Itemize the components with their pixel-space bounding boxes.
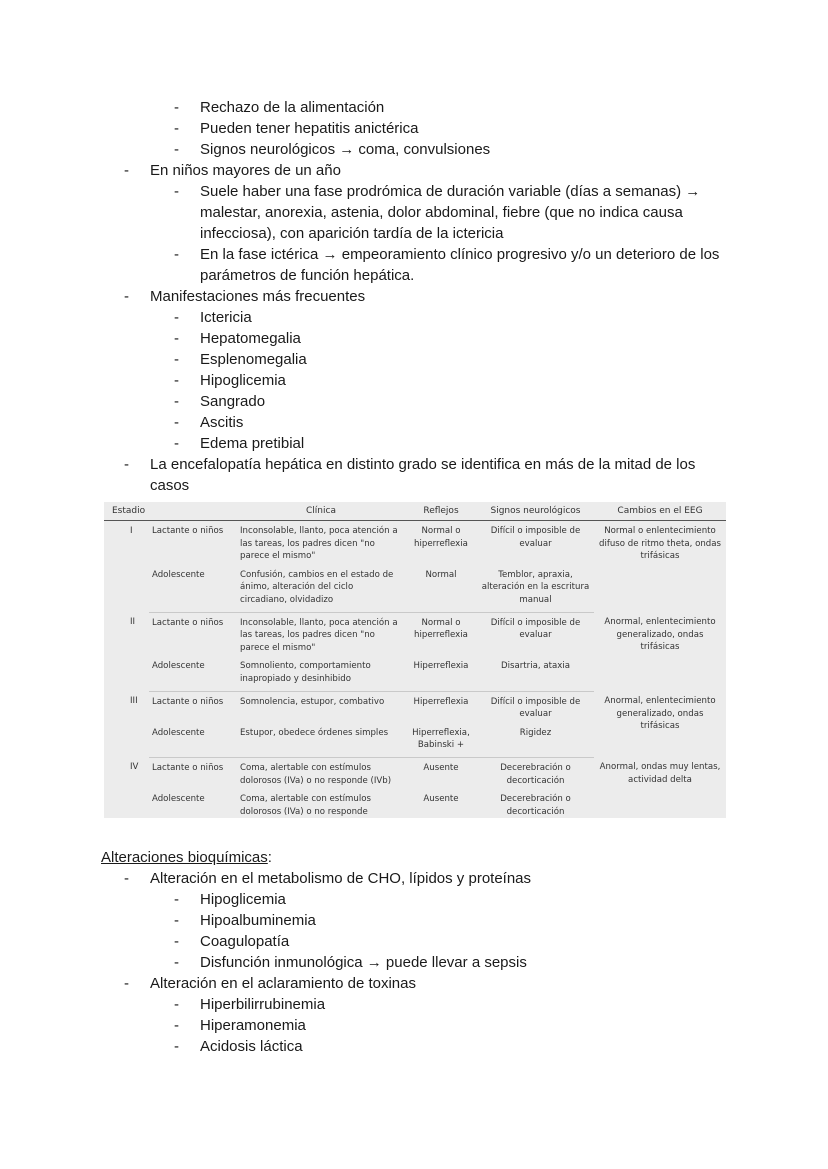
list-item-text: Signos neurológicos → coma, convulsiones	[200, 141, 491, 158]
cell-patient-group: Adolescente	[149, 724, 237, 758]
list-item-text: Alteración en el aclaramiento de toxinas	[150, 975, 416, 992]
list-item	[0, 433, 730, 454]
list-item-text: Hipoglicemia	[200, 891, 286, 908]
list-item	[0, 952, 730, 973]
list-item-text: Hiperbilirrubinemia	[200, 996, 326, 1013]
cell-reflejos: Ausente	[405, 790, 477, 818]
list-item	[0, 412, 730, 433]
list-item	[0, 139, 730, 160]
list-item	[0, 118, 730, 139]
cell-clinica: Confusión, cambios en el estado de ánimo, alteración del ciclo circadiano, olvidadizo	[237, 566, 405, 612]
bullet-dash: -	[174, 246, 179, 263]
list-item	[0, 910, 730, 931]
bullet-dash: -	[124, 975, 129, 992]
list-item	[0, 160, 730, 181]
list-item	[0, 889, 730, 910]
bullet-dash: -	[174, 1038, 179, 1055]
bullet-dash: -	[174, 996, 179, 1013]
section-heading-text: Alteraciones bioquímicas	[101, 849, 268, 866]
bullet-dash: -	[174, 372, 179, 389]
cell-signos: Difícil o imposible de evaluar	[490, 617, 581, 641]
bullet-dash: -	[174, 933, 179, 950]
list-item	[0, 370, 730, 391]
list-item-text: Disfunción inmunológica → puede llevar a sepsis	[200, 954, 527, 971]
list-item-text: Esplenomegalia	[200, 351, 307, 368]
cell-patient-group: Adolescente	[149, 657, 237, 691]
cell-reflejos: Hiperreflexia	[405, 657, 477, 691]
top-bullet-list	[0, 97, 730, 496]
list-item	[0, 1015, 730, 1036]
list-item	[0, 931, 730, 952]
header-estadio: Estadio	[104, 502, 149, 521]
list-item-text: Hipoglicemia	[200, 372, 286, 389]
cell-stage: II	[130, 617, 136, 628]
bullet-dash: -	[174, 120, 179, 137]
table-header-row	[104, 502, 726, 521]
cell-signos: Difícil o imposible de evaluar	[490, 696, 581, 720]
header-signos: Signos neurológicos	[477, 502, 594, 521]
list-item	[0, 391, 730, 412]
cell-patient-group: Lactante o niños	[152, 617, 224, 628]
cell-signos: Decerebración o decorticación	[477, 790, 594, 818]
cell-patient-group: Lactante o niños	[152, 762, 224, 773]
cell-stage: III	[130, 696, 138, 707]
bullet-dash: -	[174, 1017, 179, 1034]
list-item-text: Edema pretibial	[200, 435, 305, 452]
cell-reflejos: Normal	[405, 566, 477, 612]
cell-stage: IV	[130, 762, 139, 773]
section-heading-bioquimicas	[101, 847, 272, 868]
table-row	[104, 521, 726, 566]
bullet-dash: -	[174, 393, 179, 410]
bullet-dash: -	[174, 330, 179, 347]
hepatic-encephalopathy-table	[104, 502, 726, 818]
cell-patient-group: Adolescente	[149, 790, 237, 818]
cell-signos: Difícil o imposible de evaluar	[490, 526, 581, 549]
list-item-text: Sangrado	[200, 393, 266, 410]
cell-signos: Temblor, apraxia, alteración en la escritura manual	[477, 566, 594, 612]
table-body	[104, 521, 726, 819]
list-item-text: Ictericia	[200, 309, 252, 326]
cell-signos: Disartria, ataxia	[477, 657, 594, 691]
bullet-dash: -	[124, 870, 129, 887]
bullet-dash: -	[174, 435, 179, 452]
bullet-dash: -	[174, 183, 179, 200]
list-item	[0, 181, 730, 244]
list-item-text: Ascitis	[200, 414, 244, 431]
cell-clinica: Somnoliento, comportamiento inapropiado y desinhibido	[237, 657, 405, 691]
cell-reflejos: Hiperreflexia	[413, 696, 469, 707]
list-item-text: Hepatomegalia	[200, 330, 301, 347]
header-reflejos: Reflejos	[405, 502, 477, 521]
list-item-text: En la fase ictérica → empeoramiento clínico progresivo y/o un deterioro de los parámetros de función hepática.	[200, 246, 720, 284]
cell-signos: Rigidez	[477, 724, 594, 758]
list-item	[0, 868, 730, 889]
header-clinica: Clínica	[237, 502, 405, 521]
cell-clinica: Somnolencia, estupor, combativo	[240, 696, 385, 707]
bullet-dash: -	[124, 288, 129, 305]
bullet-dash: -	[174, 912, 179, 929]
list-item	[0, 307, 730, 328]
cell-eeg: Anormal, enlentecimiento generalizado, ondas trifásicas	[604, 696, 716, 732]
list-item	[0, 286, 730, 307]
list-item	[0, 454, 730, 496]
list-item-text: Coagulopatía	[200, 933, 290, 950]
list-item	[0, 328, 730, 349]
list-item	[0, 97, 730, 118]
list-item-text: Pueden tener hepatitis anictérica	[200, 120, 419, 137]
list-item	[0, 1036, 730, 1057]
cell-stage: I	[130, 526, 133, 536]
list-item-text: La encefalopatía hepática en distinto grado se identifica en más de la mitad de los casos	[150, 456, 696, 494]
cell-clinica: Estupor, obedece órdenes simples	[237, 724, 405, 758]
section-heading-colon: :	[267, 849, 272, 866]
bullet-dash: -	[124, 456, 129, 473]
list-item-text: Manifestaciones más frecuentes	[150, 288, 366, 305]
cell-patient-group: Adolescente	[149, 566, 237, 612]
cell-clinica: Coma, alertable con estímulos dolorosos (IVa) o no responde (IVb)	[240, 762, 392, 786]
cell-signos: Decerebración o decorticación	[500, 762, 571, 786]
table-row	[104, 757, 726, 790]
cell-clinica: Inconsolable, llanto, poca atención a las tareas, los padres dicen "no parece el mismo"	[240, 526, 398, 562]
list-item	[0, 973, 730, 994]
table-row	[104, 612, 726, 657]
bullet-dash: -	[174, 414, 179, 431]
cell-reflejos: Normal o hiperreflexia	[414, 617, 468, 641]
cell-patient-group: Lactante o niños	[152, 526, 224, 536]
cell-reflejos: Normal o hiperreflexia	[414, 526, 468, 549]
stage-table	[104, 502, 726, 818]
bullet-dash: -	[174, 954, 179, 971]
bullet-dash: -	[124, 162, 129, 179]
cell-clinica: Inconsolable, llanto, poca atención a las tareas, los padres dicen "no parece el mismo"	[240, 617, 398, 653]
header-eeg: Cambios en el EEG	[594, 502, 726, 521]
bullet-dash: -	[174, 891, 179, 908]
list-item-text: Acidosis láctica	[200, 1038, 303, 1055]
cell-clinica: Coma, alertable con estímulos dolorosos (IVa) o no responde	[237, 790, 405, 818]
list-item-text: Hiperamonemia	[200, 1017, 306, 1034]
cell-reflejos: Hiperreflexia, Babinski +	[405, 724, 477, 758]
table-row	[104, 691, 726, 724]
list-item-text: En niños mayores de un año	[150, 162, 341, 179]
list-item-text: Suele haber una fase prodrómica de duración variable (días a semanas) → malestar, anorexia, astenia, dolor abdominal, fiebre (que no indica causa infecciosa), con aparición tardía de la ictericia	[200, 183, 701, 242]
bullet-dash: -	[174, 141, 179, 158]
list-item	[0, 349, 730, 370]
header-blank	[149, 502, 237, 521]
bottom-bullet-list	[0, 868, 730, 1057]
bullet-dash: -	[174, 309, 179, 326]
list-item	[0, 244, 730, 286]
list-item-text: Hipoalbuminemia	[200, 912, 316, 929]
cell-eeg: Anormal, ondas muy lentas, actividad delta	[599, 762, 721, 785]
bullet-dash: -	[174, 351, 179, 368]
bullet-dash: -	[174, 99, 179, 116]
list-item-text: Alteración en el metabolismo de CHO, lípidos y proteínas	[150, 870, 532, 887]
cell-reflejos: Ausente	[423, 762, 459, 773]
cell-eeg: Anormal, enlentecimiento generalizado, ondas trifásicas	[604, 617, 716, 653]
cell-patient-group: Lactante o niños	[152, 696, 224, 707]
list-item	[0, 994, 730, 1015]
list-item-text: Rechazo de la alimentación	[200, 99, 385, 116]
cell-eeg: Normal o enlentecimiento difuso de ritmo theta, ondas trifásicas	[598, 526, 721, 562]
